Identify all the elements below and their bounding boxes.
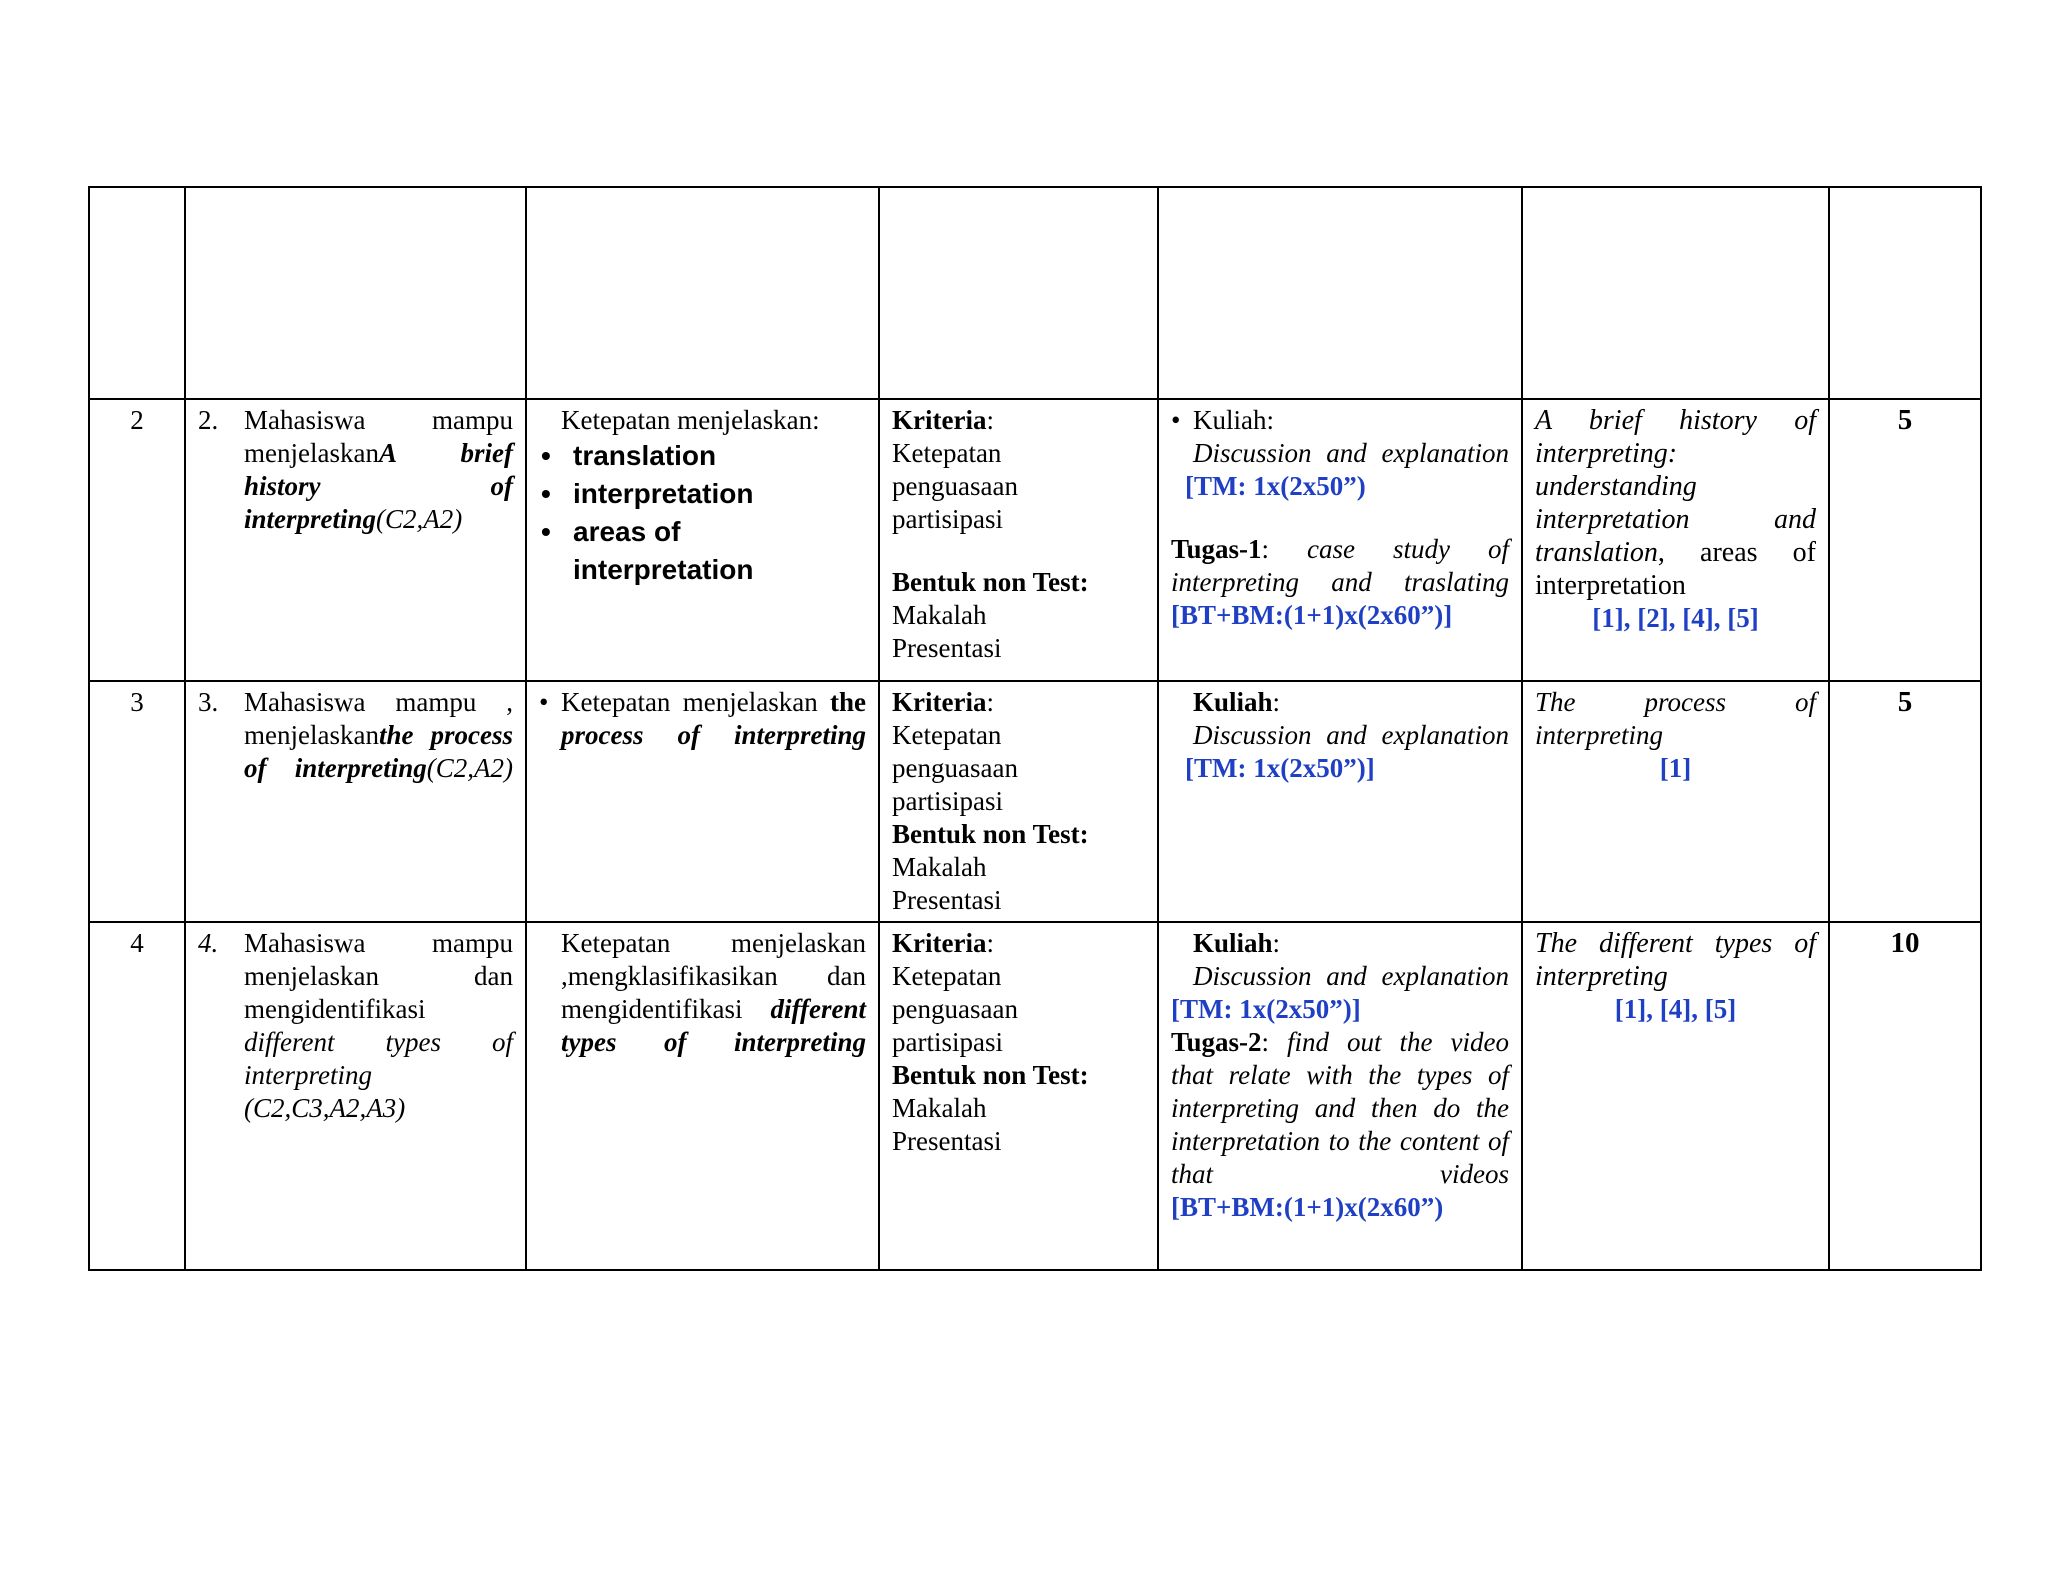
criteria-cell: Kriteria: Ketepatan penguasaan partisipasi Bentuk non Test: Makalah Presentasi xyxy=(879,922,1158,1270)
cpmk-number: 3. xyxy=(198,687,219,717)
empty-cell xyxy=(1158,187,1522,399)
weight-value: 5 xyxy=(1829,681,1981,922)
cpmk-cell xyxy=(185,922,526,1270)
bullet-icon: • xyxy=(539,687,549,717)
assessment-form-item: Presentasi xyxy=(892,1126,1002,1156)
rps-table xyxy=(88,186,1982,1271)
empty-cell xyxy=(526,187,879,399)
material-refs: [1] xyxy=(1659,753,1692,783)
indicator-cell xyxy=(526,922,879,1270)
method-cell: • Kuliah: Discussion and explanation [TM: 1x(2x50”) Tugas-1: case study of interpreting and traslating [BT+BM:(1+1)x(2x60”)] xyxy=(1158,399,1522,681)
task-label: Tugas-1 xyxy=(1171,534,1262,564)
material-refs: [1], [4], [5] xyxy=(1614,994,1737,1024)
task-time: [BT+BM:(1+1)x(2x60”) xyxy=(1171,1192,1444,1222)
empty-cell xyxy=(1829,187,1981,399)
material-text: The different types of interpreting xyxy=(1535,928,1816,992)
method-time: [TM: 1x(2x50”)] xyxy=(1185,753,1375,783)
method-title: Kuliah: xyxy=(1193,405,1274,435)
table-row xyxy=(89,922,1981,1270)
material-cell xyxy=(1522,399,1829,681)
cpmk-number: 4. xyxy=(198,928,219,958)
indicator-text: Ketepatan menjelaskan ,mengklasifikasikan dan mengidentifikasi different types of interpreting xyxy=(561,928,866,1057)
assessment-form-item: Presentasi xyxy=(892,633,1002,663)
criteria-label: Kriteria xyxy=(892,687,987,717)
criteria-label: Kriteria xyxy=(892,405,987,435)
cpmk-cell xyxy=(185,399,526,681)
method-cell: Kuliah: Discussion and explanation [TM: 1x(2x50”)] xyxy=(1158,681,1522,922)
task-label: Tugas-2 xyxy=(1171,1027,1262,1057)
indicator-cell xyxy=(526,681,879,922)
assessment-form-label: Bentuk non Test: xyxy=(892,567,1089,597)
empty-cell xyxy=(879,187,1158,399)
method-desc: Discussion and explanation xyxy=(1193,438,1509,468)
empty-cell xyxy=(1522,187,1829,399)
cpmk-number: 2. xyxy=(198,405,219,435)
criteria-cell: Kriteria: Ketepatan penguasaan partisipasi Bentuk non Test: Makalah Presentasi xyxy=(879,399,1158,681)
criteria-label: Kriteria xyxy=(892,928,987,958)
empty-cell xyxy=(89,187,185,399)
material-cell xyxy=(1522,922,1829,1270)
cpmk-cell xyxy=(185,681,526,922)
empty-row xyxy=(89,187,1981,399)
indicator-cell xyxy=(526,399,879,681)
list-item: • interpretation xyxy=(573,475,866,513)
material-cell xyxy=(1522,681,1829,922)
cpmk-text: Mahasiswa mampu menjelaskan dan mengidentifikasi different types of interpreting (C2,C3,A2,A3) xyxy=(244,928,513,1123)
method-time: [TM: 1x(2x50”)] xyxy=(1171,994,1361,1024)
task-text: find out the video that relate with the types of interpreting and then do the interpretation to the content of that videos xyxy=(1171,1027,1509,1189)
assessment-form-item: Presentasi xyxy=(892,885,1002,915)
material-text: A brief history of interpreting: understanding interpretation and translation xyxy=(1535,405,1816,568)
task-text: case study of interpreting and traslating xyxy=(1171,534,1509,597)
assessment-form-item: Makalah xyxy=(892,852,987,882)
method-time: [TM: 1x(2x50”) xyxy=(1185,471,1366,501)
indicator-text: Ketepatan menjelaskan the process of interpreting xyxy=(561,687,867,750)
task-time: [BT+BM:(1+1)x(2x60”)] xyxy=(1171,600,1453,630)
method-title: Kuliah xyxy=(1193,687,1273,717)
table-row xyxy=(89,681,1981,922)
indicator-list xyxy=(539,437,866,589)
material-refs: [1], [2], [4], [5] xyxy=(1592,603,1759,633)
method-title: Kuliah xyxy=(1193,928,1273,958)
empty-cell xyxy=(185,187,526,399)
cpmk-text: Mahasiswa mampu menjelaskanA brief history of interpreting(C2,A2) xyxy=(244,405,513,534)
criteria-text: Ketepatan penguasaan partisipasi xyxy=(892,720,1018,816)
criteria-text: Ketepatan penguasaan partisipasi xyxy=(892,438,1018,534)
assessment-form-item: Makalah xyxy=(892,600,987,630)
method-cell: Kuliah: Discussion and explanation [TM: 1x(2x50”)] Tugas-2: find out the video that relate with the types of interpreting and then do the interpretation to the content of that videos [BT+BM:(1+1)x(2x60”) xyxy=(1158,922,1522,1270)
criteria-cell: Kriteria: Ketepatan penguasaan partisipasi Bentuk non Test: Makalah Presentasi xyxy=(879,681,1158,922)
method-desc: Discussion and explanation xyxy=(1193,961,1509,991)
assessment-form-item: Makalah xyxy=(892,1093,987,1123)
method-desc: Discussion and explanation xyxy=(1193,720,1509,750)
bullet-icon: • xyxy=(1171,405,1181,435)
weight-value: 5 xyxy=(1829,399,1981,681)
indicator-intro: Ketepatan menjelaskan: xyxy=(561,405,820,435)
material-text-plain: , areas of interpretation xyxy=(1535,537,1816,601)
list-item: • areas of interpretation xyxy=(573,513,866,589)
table-row xyxy=(89,399,1981,681)
assessment-form-label: Bentuk non Test: xyxy=(892,1060,1089,1090)
week-number: 2 xyxy=(89,399,185,681)
material-text: The process of interpreting xyxy=(1535,687,1816,750)
weight-value: 10 xyxy=(1829,922,1981,1270)
week-number: 4 xyxy=(89,922,185,1270)
criteria-text: Ketepatan penguasaan partisipasi xyxy=(892,961,1018,1057)
week-number: 3 xyxy=(89,681,185,922)
assessment-form-label: Bentuk non Test: xyxy=(892,819,1089,849)
cpmk-text: Mahasiswa mampu , menjelaskanthe process of interpreting(C2,A2) xyxy=(244,687,513,783)
list-item: • translation xyxy=(573,437,866,475)
